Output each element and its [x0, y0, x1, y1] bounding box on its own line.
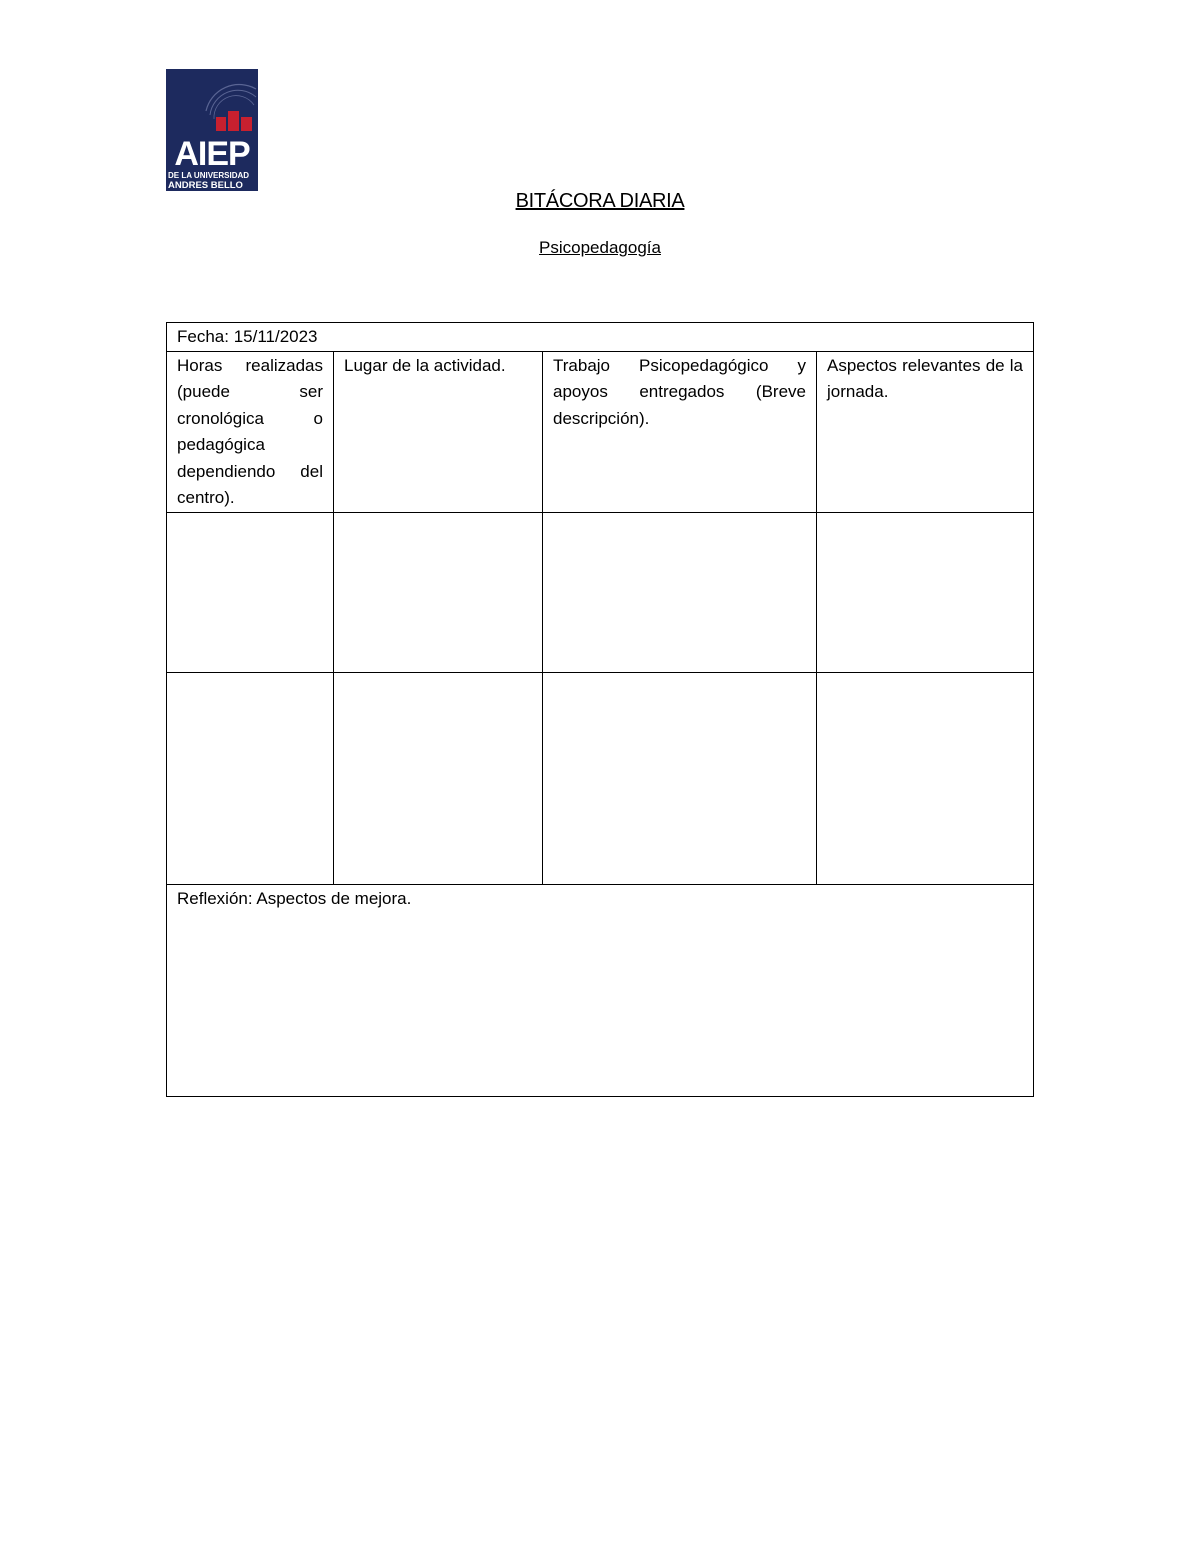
fecha-row: [167, 323, 1034, 352]
entry-cell-lugar[interactable]: [334, 672, 543, 884]
entry-cell-aspectos[interactable]: [817, 512, 1034, 672]
header-horas: Horas realizadas (puede ser cronológica o pedagógica dependiendo del centro).: [167, 351, 334, 512]
aiep-logo: [166, 69, 258, 191]
svg-text:DE LA UNIVERSIDAD: DE LA UNIVERSIDAD: [168, 171, 250, 180]
header-row: [167, 351, 1034, 512]
log-table: [166, 322, 1034, 1097]
entry-cell-horas[interactable]: [167, 512, 334, 672]
header-trabajo: Trabajo Psicopedagógico y apoyos entregados (Breve descripción).: [543, 351, 817, 512]
header-lugar: Lugar de la actividad.: [334, 351, 543, 512]
entry-cell-lugar[interactable]: [334, 512, 543, 672]
fecha-cell[interactable]: Fecha: 15/11/2023: [167, 323, 1034, 352]
document-title: BITÁCORA DIARIA: [515, 190, 685, 212]
document-subtitle: Psicopedagogía: [539, 238, 661, 257]
entry-cell-aspectos[interactable]: [817, 672, 1034, 884]
entry-row: [167, 672, 1034, 884]
svg-text:ANDRES BELLO: ANDRES BELLO: [168, 180, 243, 191]
header-aspectos: Aspectos relevantes de la jornada.: [817, 351, 1034, 512]
reflexion-row: [167, 884, 1034, 1096]
entry-cell-trabajo[interactable]: [543, 672, 817, 884]
entry-cell-horas[interactable]: [167, 672, 334, 884]
reflexion-cell[interactable]: Reflexión: Aspectos de mejora.: [167, 884, 1034, 1096]
svg-text:AIEP: AIEP: [174, 135, 250, 173]
entry-cell-trabajo[interactable]: [543, 512, 817, 672]
entry-row: [167, 512, 1034, 672]
